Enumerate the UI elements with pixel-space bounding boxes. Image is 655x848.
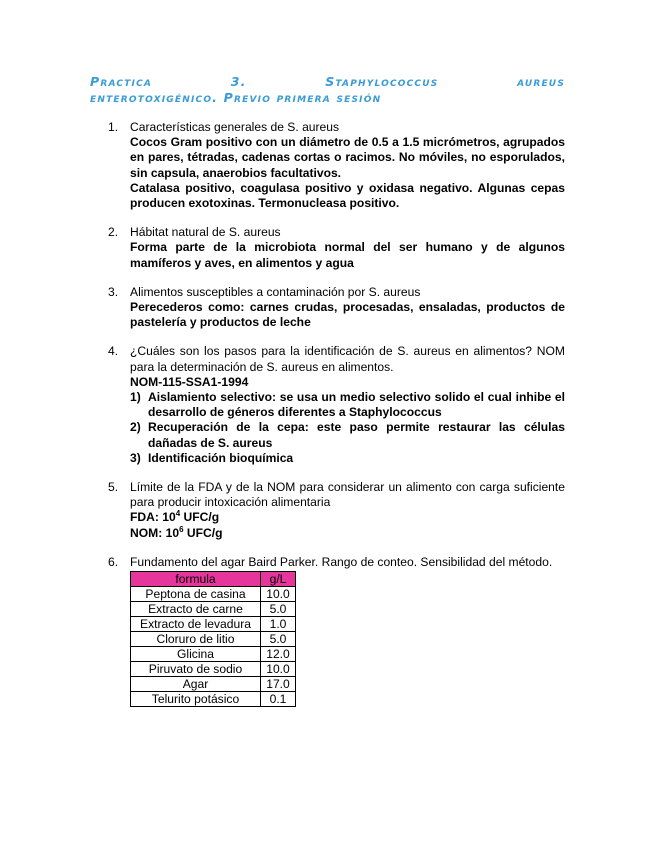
nom-limit	[130, 526, 565, 541]
title-line-2: enterotoxigénico. Previo primera sesión	[90, 90, 382, 105]
question-number: 6.	[108, 554, 119, 569]
answer-text: Cocos Gram positivo con un diámetro de 0.5 a 1.5 micrómetros, agrupados en pares, tétradas, cadenas cortas o racimos. No móviles, no esporulados, sin capsula, anaerobios facultativos.	[130, 135, 565, 180]
question-text: Hábitat natural de S. aureus	[130, 225, 281, 240]
table-cell: 10.0	[261, 662, 296, 677]
table-header-row	[131, 572, 296, 587]
table-header: formula	[131, 572, 261, 587]
question-text: ¿Cuáles son los pasos para la identificación de S. aureus en alimentos? NOM para la determinación de S. aureus en alimentos.	[130, 344, 565, 374]
question-number: 4.	[108, 344, 119, 359]
table-cell: Peptona de casina	[131, 587, 261, 602]
table-row	[131, 662, 296, 677]
question-6	[108, 555, 565, 707]
question-number: 2.	[108, 225, 119, 240]
title-word: aureus	[517, 74, 565, 89]
question-text: Características generales de S. aureus	[130, 120, 340, 134]
title-word: Practica	[90, 74, 153, 89]
table-cell: 17.0	[261, 677, 296, 692]
table-cell: 0.1	[261, 692, 296, 707]
table-row	[131, 617, 296, 632]
table-cell: Extracto de levadura	[131, 617, 261, 632]
step-item	[130, 451, 565, 466]
table-cell: 10.0	[261, 587, 296, 602]
step-text: Recuperación de la cepa: este paso permite restaurar las células dañadas de S. aureus	[148, 420, 565, 450]
nom-unit: UFC/g	[183, 525, 223, 540]
nom-code: NOM-115-SSA1-1994	[130, 374, 249, 389]
table-cell: Glicina	[131, 647, 261, 662]
title-word: Staphylococcus	[325, 74, 439, 89]
table-row	[131, 677, 296, 692]
question-2	[108, 225, 565, 271]
answer-text: Forma parte de la microbiota normal del ser humano y de algunos mamíferos y aves, en alimentos y agua	[130, 240, 565, 270]
question-4	[108, 344, 565, 466]
table-header: g/L	[261, 572, 296, 587]
title-line-1	[90, 74, 565, 90]
step-text: Aislamiento selectivo: se usa un medio selectivo solido el cual inhibe el desarrollo de géneros diferentes a Staphylococcus	[148, 390, 565, 420]
answer-text: Perecederos como: carnes crudas, procesadas, ensaladas, productos de pastelería y productos de leche	[130, 300, 565, 330]
question-text: Límite de la FDA y de la NOM para considerar un alimento con carga suficiente para producir intoxicación alimentaria	[130, 480, 565, 510]
fda-limit	[130, 510, 565, 525]
table-cell: Piruvato de sodio	[131, 662, 261, 677]
fda-label: FDA: 10	[130, 510, 176, 525]
fda-unit: UFC/g	[180, 510, 220, 525]
step-number: 2)	[130, 420, 141, 435]
fda-exponent: 4	[175, 509, 181, 519]
table-cell: Telurito potásico	[131, 692, 261, 707]
question-3	[108, 285, 565, 331]
table-cell: 12.0	[261, 647, 296, 662]
question-number: 3.	[108, 284, 119, 299]
table-cell: 5.0	[261, 602, 296, 617]
question-5	[108, 480, 565, 541]
step-item	[130, 420, 565, 450]
nom-exponent: 6	[179, 524, 184, 534]
table-row	[131, 632, 296, 647]
table-row	[131, 587, 296, 602]
document-title	[90, 74, 565, 106]
question-text: Fundamento del agar Baird Parker. Rango de conteo. Sensibilidad del método.	[130, 554, 553, 569]
question-number: 1.	[108, 120, 119, 134]
step-item	[130, 390, 565, 420]
step-number: 3)	[130, 450, 141, 465]
table-cell: Agar	[131, 677, 261, 692]
nom-label: NOM: 10	[130, 525, 180, 540]
table-cell: 1.0	[261, 617, 296, 632]
question-1	[108, 120, 565, 211]
table-cell: Extracto de carne	[131, 602, 261, 617]
step-text: Identificación bioquímica	[148, 450, 294, 465]
table-cell: 5.0	[261, 632, 296, 647]
table-row	[131, 602, 296, 617]
question-number: 5.	[108, 480, 119, 495]
title-word: 3.	[230, 74, 247, 89]
question-list	[108, 120, 565, 721]
table-cell: Cloruro de litio	[131, 632, 261, 647]
table-row	[131, 692, 296, 707]
question-text: Alimentos susceptibles a contaminación por S. aureus	[130, 284, 421, 299]
agar-formula-table	[130, 571, 296, 707]
step-number: 1)	[130, 390, 141, 405]
table-row	[131, 647, 296, 662]
answer-text: Catalasa positivo, coagulasa positivo y oxidasa negativo. Algunas cepas producen exotoxinas. Termonucleasa positivo.	[130, 180, 565, 211]
